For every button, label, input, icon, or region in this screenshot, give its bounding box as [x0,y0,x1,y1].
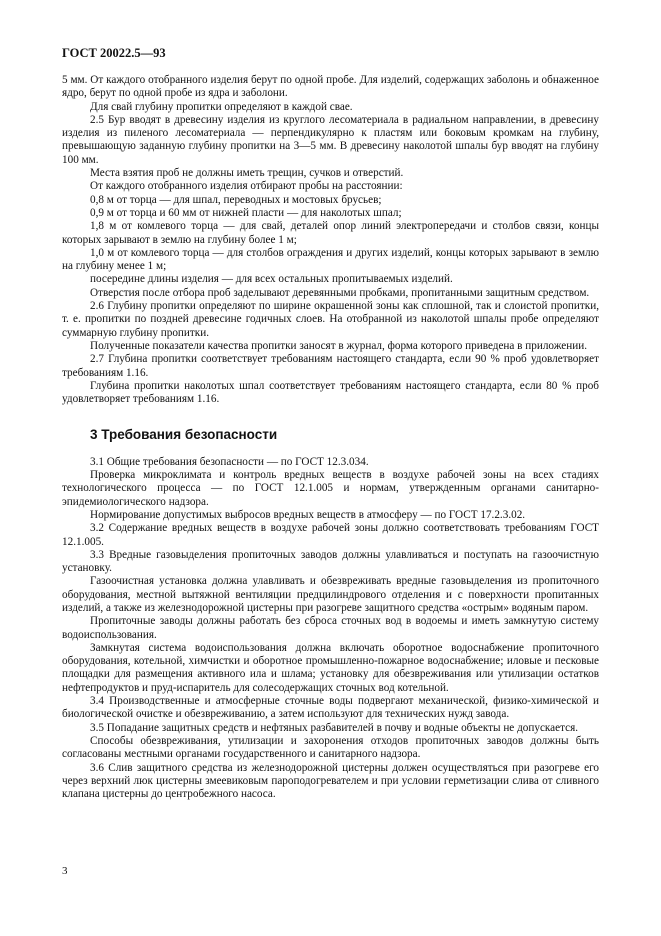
list-item: 1,8 м от комлевого торца — для свай, деталей опор линий электропередачи и столбов связи, концы которых зарывают в землю на глубину более 1 м; [62,220,599,246]
paragraph: 3.3 Вредные газовыделения пропиточных заводов должны улавливаться и поступать на газоочистную установку. [62,548,599,575]
paragraph: 3.6 Слив защитного средства из железнодорожной цистерны должен осуществляться при разогреве его через верхний люк цистерны змеевиковым пароподогревателем и при условии герметизации слива от сливного клапана цистерны до центробежного насоса. [62,761,599,801]
paragraph: Замкнутая система водоиспользования должна включать оборотное водоснабжение пропиточного оборудования, котельной, химчистки и оборотное промышленно-пожарное водоснабжение; иловые и песковые площадки для размещения активного ила и шлама; установку для обезвреживания или утилизации остатков нефтепродуктов и пруд-испаритель для солесодержащих сточных вод котельной. [62,641,599,694]
paragraph: Для свай глубину пропитки определяют в каждой свае. [90,100,353,113]
paragraph: Полученные показатели качества пропитки заносят в журнал, форма которого приведена в приложении. [90,339,588,352]
list-item: 0,8 м от торца — для шпал, переводных и мостовых брусьев; [90,193,382,206]
paragraph: 2.7 Глубина пропитки соответствует требованиям настоящего стандарта, если 90 % проб удовлетворяет требованиям 1.16. [62,353,599,379]
paragraph: 5 мм. От каждого отобранного изделия берут по одной пробе. Для изделий, содержащих заболонь и обнаженное ядро, берут по одной пробе из ядра и заболони. [62,74,599,100]
paragraph: Отверстия после отбора проб заделывают деревянными пробками, пропитанными защитным средством. [90,286,590,299]
paragraph: 2.6 Глубину пропитки определяют по ширине окрашенной зоны как сплошной, так и слоистой пропитки, т. е. пропитки по поздней древесине годичных слоев. На отобранной из наколотой шпалы пробе определяют суммарную глубину пропитки. [62,300,599,339]
list-item: 0,9 м от торца и 60 мм от нижней пласти — для наколотых шпал; [90,206,402,219]
paragraph: Газоочистная установка должна улавливать и обезвреживать вредные газовыделения из пропиточного оборудования, местной вытяжной вентиляции предцилиндрового отделения и с поверхности пропитанных изделий, а также из железнодорожной цистерны при разогреве защитного средства «острым» водяным паром. [62,575,599,614]
list-item: посередине длины изделия — для всех остальных пропитываемых изделий. [90,273,453,286]
paragraph: Нормирование допустимых выбросов вредных веществ в атмосферу — по ГОСТ 17.2.3.02. [90,508,526,521]
paragraph: Места взятия проб не должны иметь трещин, сучков и отверстий. [90,167,404,180]
list-item: 1,0 м от комлевого торца — для столбов ограждения и других изделий, концы которых зарывают в землю на глубину менее 1 м; [62,246,599,273]
paragraph: Глубина пропитки наколотых шпал соответствует требованиям настоящего стандарта, если 80 % проб удовлетворяет требованиям 1.16. [62,379,599,406]
section-title: 3 Требования безопасности [90,427,278,443]
document-body [62,74,599,801]
paragraph: 3.1 Общие требования безопасности — по ГОСТ 12.3.034. [90,455,369,468]
paragraph: 3.2 Содержание вредных веществ в воздухе рабочей зоны должно соответствовать требованиям ГОСТ 12.1.005. [62,522,599,548]
document-header: ГОСТ 20022.5—93 [62,46,166,60]
paragraph: 3.4 Производственные и атмосферные сточные воды подвергают механической, физико-химической и биологической очистке и обезвреживанию, а затем используют для технических нужд завода. [62,695,599,721]
page-number: 3 [62,865,68,877]
paragraph: Проверка микроклимата и контроль вредных веществ в воздухе рабочей зоны на всех стадиях технологического процесса — по ГОСТ 12.1.005 и нормам, утвержденным органами санитарно-эпидемиологического надзора. [62,469,599,508]
paragraph: Пропиточные заводы должны работать без сброса сточных вод в водоемы и иметь замкнутую систему водоиспользования. [62,615,599,641]
paragraph: Способы обезвреживания, утилизации и захоронения отходов пропиточных заводов должны быть согласованы местными органами государственного и санитарного надзора. [62,734,599,761]
paragraph: 2.5 Бур вводят в древесину изделия из круглого лесоматериала в радиальном направлении, в древесину изделия из пиленого лесоматериала — перпендикулярно к пластям или боковым кромкам на глубину, превышающую заданную глубину пропитки на 3—5 мм. В древесину наколотой шпалы бур вводят на глубину 100 мм. [62,113,599,166]
paragraph: 3.5 Попадание защитных средств и нефтяных разбавителей в почву и водные объекты не допускается. [90,721,579,734]
paragraph: От каждого отобранного изделия отбирают пробы на расстоянии: [90,180,403,193]
